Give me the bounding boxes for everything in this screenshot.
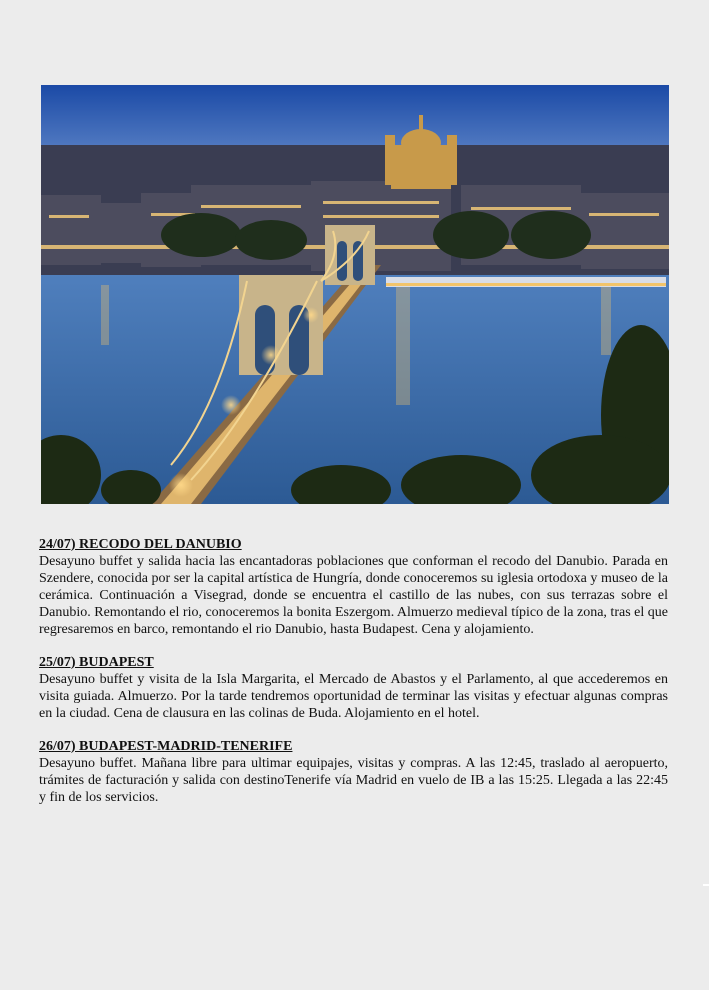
day-title: 25/07) BUDAPEST	[39, 655, 154, 670]
day-description: Desayuno buffet. Mañana libre para ultimar equipajes, visitas y compras. A las 12:45, traslado al aeropuerto, trámites de facturación y salida con destinoTenerife vía Madrid en vuelo de IB a las 15:25. Llegada a las 22:45 y fin de los servicios.	[39, 756, 668, 805]
itinerary-day	[39, 536, 668, 638]
day-title: 24/07) RECODO DEL DANUBIO	[39, 537, 242, 552]
page-edge-mark	[703, 884, 709, 886]
day-description: Desayuno buffet y salida hacia las encantadoras poblaciones que conforman el recodo del Danubio. Parada en Szendere, conocida por ser la capital artística de Hungría, donde conoceremos su iglesia ortodoxa y museo de la cerámica. Continuación a Visegrad, donde se encuentra el castillo de las nubes, con sus terrazas sobre el Danubio. Remontando el rio, conoceremos la bonita Eszergom. Almuerzo medieval típico de la zona, tras el que regresaremos en barco, remontando el rio Danubio, hasta Budapest. Cena y alojamiento.	[39, 554, 668, 637]
itinerary-day	[39, 654, 668, 722]
itinerary	[39, 536, 668, 822]
day-title: 26/07) BUDAPEST-MADRID-TENERIFE	[39, 739, 293, 754]
budapest-chain-bridge-photo	[41, 85, 669, 504]
itinerary-day	[39, 738, 668, 806]
day-description: Desayuno buffet y visita de la Isla Margarita, el Mercado de Abastos y el Parlamento, al que accederemos en visita guiada. Almuerzo. Por la tarde tendremos oportunidad de terminar las visitas y efectuar algunas compras en la ciudad. Cena de clausura en las colinas de Buda. Alojamiento en el hotel.	[39, 672, 668, 721]
